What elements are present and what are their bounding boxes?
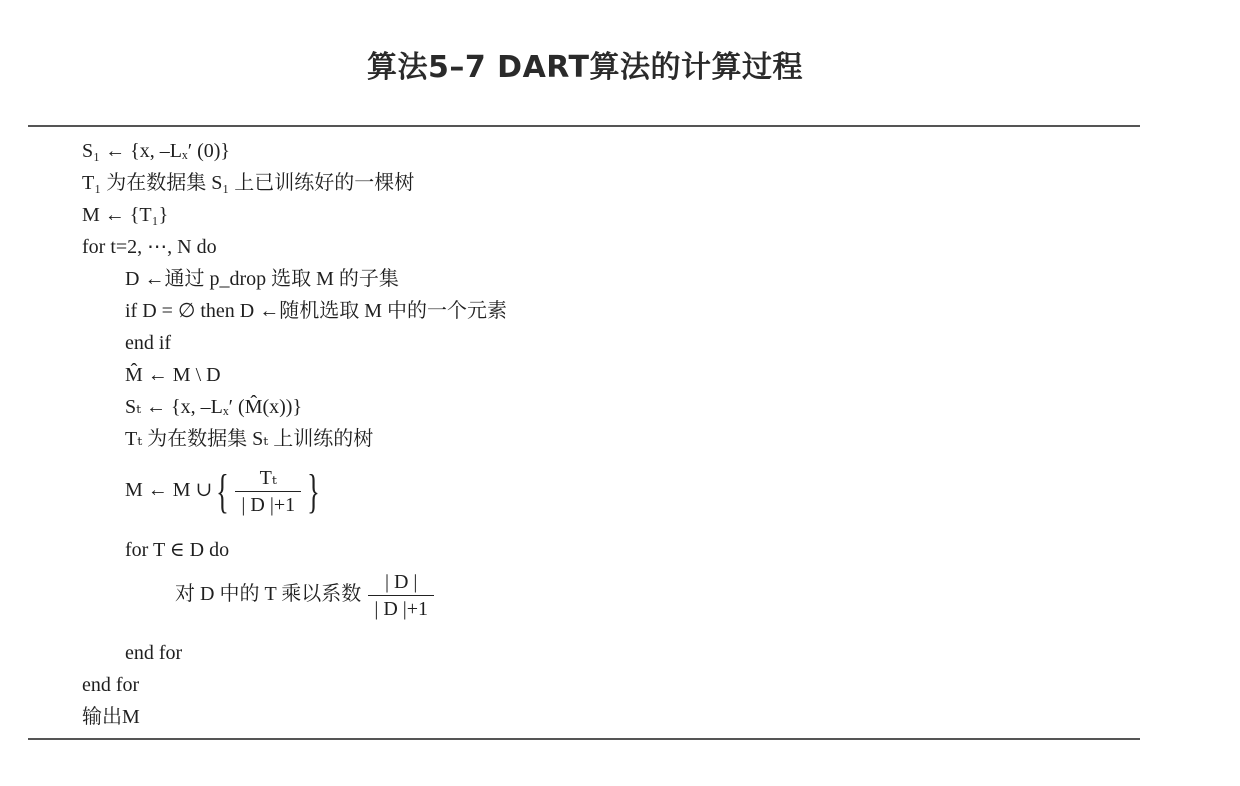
line-9: Sₜ ← {x, –Lₓ′ (M̂(x))} [125,396,303,418]
top-rule [28,125,1140,127]
line-16: 输出M [82,706,140,728]
line-6: if D = ∅ then D ←随机选取 M 中的一个元素 [125,300,508,322]
line-3: M ← {T₁} [82,204,169,226]
weight-fraction [235,466,301,517]
fraction-numerator: Tₜ [235,466,301,492]
bottom-rule [28,738,1140,740]
line-13 [175,570,436,621]
scale-text: 对 D 中的 T 乘以系数 [175,583,362,606]
line-5: D ←通过 p_drop 选取 M 的子集 [125,268,399,290]
line-2: T₁ 为在数据集 S₁ 上已训练好的一棵树 [82,172,415,194]
line-12: for T ∈ D do [125,539,230,561]
scale-fraction [368,570,434,621]
line-4: for t=2, ⋯, N do [82,236,217,258]
line-7: end if [125,332,172,354]
line-8: M̂ ← M \ D [125,364,221,386]
line-14: end for [125,642,183,664]
fraction-denominator: | D |+1 [241,494,296,516]
right-brace: } [307,464,320,518]
line-15: end for [82,674,140,696]
left-brace: { [216,464,230,518]
line-1: S₁ ← {x, –Lₓ′ (0)} [82,140,231,162]
update-lhs: M ← M ∪ [125,479,213,502]
algorithm-title: 算法5–7 DART算法的计算过程 [366,50,804,85]
line-11 [125,466,319,517]
scale-denominator: | D |+1 [374,598,429,620]
scale-numerator: | D | [368,570,434,596]
line-10: Tₜ 为在数据集 Sₜ 上训练的树 [125,428,374,450]
